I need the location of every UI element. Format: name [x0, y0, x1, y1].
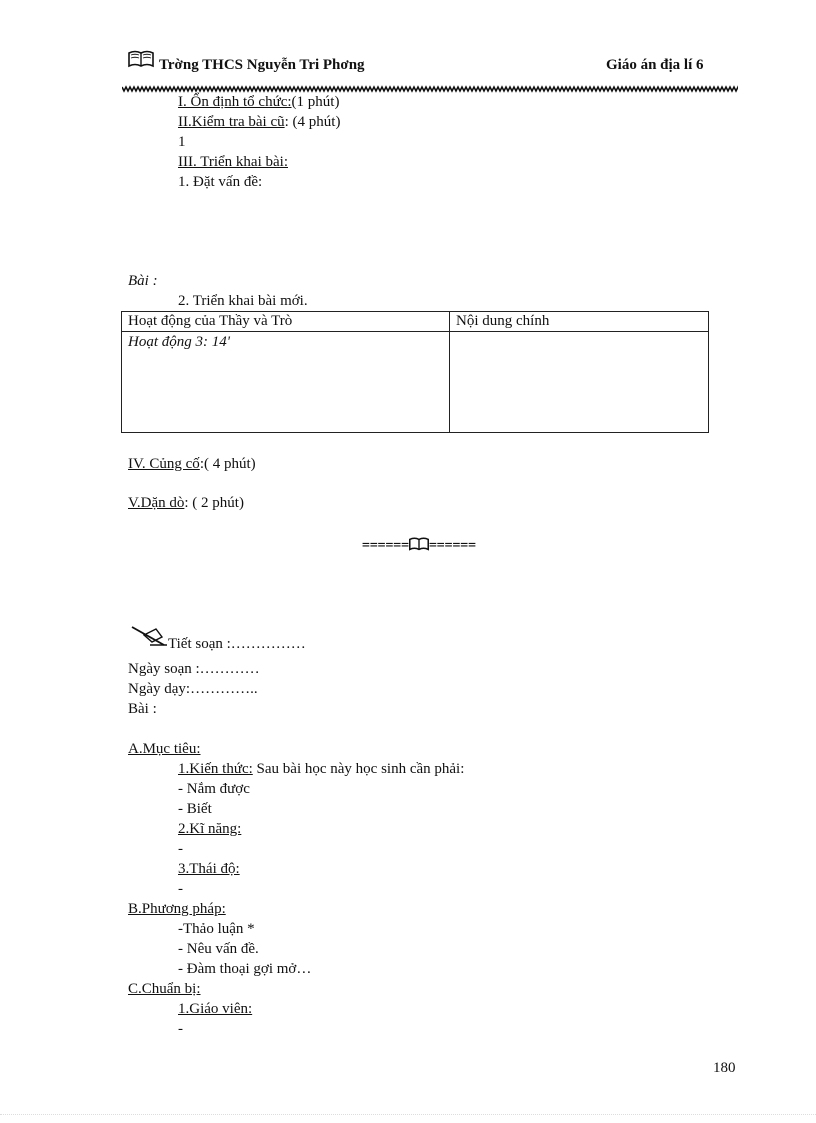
book-icon [128, 50, 154, 73]
pen-writing-icon [130, 624, 168, 653]
biet: - Biết [178, 801, 212, 817]
dan-do-heading: V.Dặn dò [128, 495, 185, 511]
ki-nang-heading: 2.Kĩ năng: [178, 821, 242, 837]
dan-do-line [128, 493, 244, 513]
activity-cell: Hoạt động 3: 14' [122, 332, 450, 433]
neu-van-de: - Nêu vấn đề. [178, 941, 259, 957]
table-header-row [122, 312, 709, 332]
lesson-activity-table [121, 311, 709, 433]
table-row [122, 332, 709, 433]
giao-vien-dash: - [178, 1021, 183, 1037]
divider-right: ====== [428, 538, 476, 553]
kiem-tra-time: : (4 phút) [284, 114, 341, 130]
ngay-day: Ngày dạy:………….. [128, 681, 258, 697]
dan-do-time: : ( 2 phút) [184, 495, 244, 511]
trien-khai-bai-moi: 2. Triển khai bài mới. [178, 293, 308, 309]
bottom-dotted-edge [0, 1114, 816, 1119]
trien-khai-heading: III. Triển khai bài: [178, 154, 288, 170]
on-dinh-heading: I. Ổn định tổ chức: [178, 94, 292, 110]
muc-tieu-heading: A.Mục tiêu: [128, 741, 201, 757]
kien-thuc-heading: 1.Kiến thức: [178, 761, 253, 777]
content-cell [450, 332, 709, 433]
tiet-soan: Tiết soạn :…………… [168, 636, 306, 652]
chuan-bi-heading: C.Chuẩn bị: [128, 981, 201, 997]
kien-thuc-line [178, 759, 464, 779]
subject-title: Giáo án địa lí 6 [606, 57, 704, 73]
dam-thoai: - Đàm thoại gợi mở… [178, 961, 312, 977]
on-dinh-time: (1 phút) [291, 94, 340, 110]
school-name: Trờng THCS Nguyễn Tri Phơng [159, 57, 365, 73]
thao-luan: -Thảo luận * [178, 921, 255, 937]
ki-nang-dash: - [178, 841, 183, 857]
section-divider [362, 537, 476, 555]
bai-2-label: Bài : [128, 701, 157, 717]
page-number: 180 [713, 1060, 736, 1076]
cung-co-line [128, 454, 256, 474]
kien-thuc-text: Sau bài học này học sinh cần phải: [252, 761, 465, 777]
thai-do-dash: - [178, 881, 183, 897]
thai-do-heading: 3.Thái độ: [178, 861, 240, 877]
phuong-phap-heading: B.Phương pháp: [128, 901, 226, 917]
cung-co-heading: IV. Củng cố [128, 456, 200, 472]
question-number: 1 [178, 134, 186, 150]
giao-vien-heading: 1.Giáo viên: [178, 1001, 253, 1017]
on-dinh-line [178, 92, 339, 112]
kiem-tra-heading: II.Kiểm tra bài cũ [178, 114, 285, 130]
col-header-activities: Hoạt động của Thầy và Trò [122, 312, 450, 332]
bai-label: Bài : [128, 273, 158, 289]
kiem-tra-line [178, 112, 340, 132]
nam-duoc: - Nắm được [178, 781, 250, 797]
dat-van-de: 1. Đặt vấn đề: [178, 174, 263, 190]
col-header-content: Nội dung chính [450, 312, 709, 332]
cung-co-time: :( 4 phút) [199, 456, 256, 472]
ngay-soan: Ngày soạn :………… [128, 661, 260, 677]
divider-book-icon [409, 537, 429, 555]
divider-left: ====== [362, 538, 409, 553]
